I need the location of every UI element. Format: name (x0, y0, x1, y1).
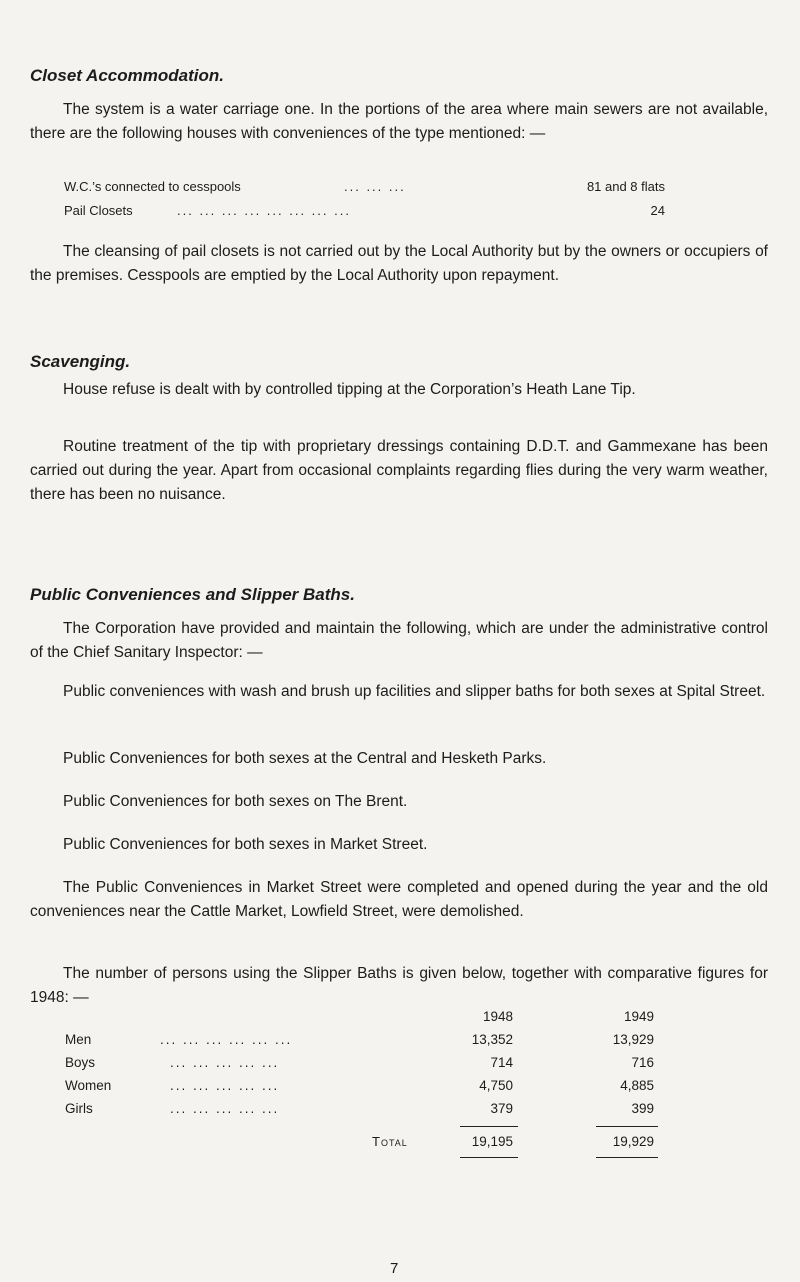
men-1949-value: 13,929 (612, 1032, 654, 1047)
women-1949-value: 4,885 (620, 1078, 654, 1093)
conveniences-paragraph-2: Public conveniences with wash and brush up facilities and slipper baths for both sexes at Spital Street. (63, 683, 766, 700)
conveniences-heading: Public Conveniences and Slipper Baths. (30, 585, 355, 604)
closet-row-pail-value: 24 (650, 203, 665, 218)
conveniences-paragraph-3: Public Conveniences for both sexes at the Central and Hesketh Parks. (63, 750, 547, 767)
girls-1948-value: 379 (490, 1101, 513, 1116)
conveniences-paragraph-1: The Corporation have provided and maintain the following, which are under the administrative control of the Chief Sanitary Inspector: — (30, 620, 768, 661)
boys-1949-value: 716 (631, 1055, 654, 1070)
women-1948-value: 4,750 (479, 1078, 513, 1093)
boys-1948-value: 714 (490, 1055, 513, 1070)
closet-heading: Closet Accommodation. (30, 66, 224, 85)
scavenging-heading: Scavenging. (30, 352, 131, 371)
closet-row-wc-label: W.C.’s connected to cesspools (64, 179, 241, 194)
scavenging-paragraph-1: House refuse is dealt with by controlled tipping at the Corporation’s Heath Lane Tip. (63, 381, 636, 398)
closet-row-pail-dots: ... ... ... ... ... ... ... ... (177, 203, 351, 218)
conveniences-paragraph-6: The Public Conveniences in Market Street were completed and opened during the year and the old conveniences near the Cattle Market, Lowfield Street, were demolished. (30, 879, 768, 920)
closet-row-pail-label: Pail Closets (64, 203, 133, 218)
conveniences-paragraph-4: Public Conveniences for both sexes on The Brent. (63, 793, 408, 810)
girls-1949-value: 399 (631, 1101, 654, 1116)
row-dots-boys: ... ... ... ... ... (170, 1055, 280, 1070)
conveniences-paragraph-7: The number of persons using the Slipper Baths is given below, together with comparative figures for 1948: — (30, 965, 768, 1006)
page-number: 7 (390, 1260, 399, 1277)
scavenging-paragraph-2: Routine treatment of the tip with proprietary dressings containing D.D.T. and Gammexane has been carried out during the year. Apart from occasional complaints regarding flies during the very warm weather, there has been no nuisance. (30, 438, 768, 503)
row-dots-girls: ... ... ... ... ... (170, 1101, 280, 1116)
total-1948-value: 19,195 (471, 1134, 513, 1149)
closet-intro-paragraph: The system is a water carriage one. In the portions of the area where main sewers are not available, there are the following houses with conveniences of the type mentioned: — (30, 101, 768, 142)
closet-row-wc-dots: ... ... ... (344, 179, 406, 194)
column-header-1949: 1949 (623, 1009, 654, 1024)
row-label-girls: Girls (65, 1101, 93, 1116)
subtotal-rule-1949 (596, 1126, 658, 1127)
total-1949-value: 19,929 (612, 1134, 654, 1149)
conveniences-paragraph-5: Public Conveniences for both sexes in Market Street. (63, 836, 428, 853)
total-rule-1948 (460, 1157, 518, 1158)
row-label-men: Men (65, 1032, 92, 1047)
row-label-women: Women (65, 1078, 112, 1093)
column-header-1948: 1948 (482, 1009, 513, 1024)
row-dots-men: ... ... ... ... ... ... (160, 1032, 293, 1047)
row-label-boys: Boys (65, 1055, 96, 1070)
row-dots-women: ... ... ... ... ... (170, 1078, 280, 1093)
closet-row-wc-value: 81 and 8 flats (586, 179, 665, 194)
subtotal-rule-1948 (460, 1126, 518, 1127)
closet-cleansing-paragraph: The cleansing of pail closets is not carried out by the Local Authority but by the owners or occupiers of the premises. Cesspools are emptied by the Local Authority upon repayment. (30, 243, 768, 284)
total-rule-1949 (596, 1157, 658, 1158)
men-1948-value: 13,352 (471, 1032, 513, 1047)
total-label: Total (372, 1134, 408, 1149)
